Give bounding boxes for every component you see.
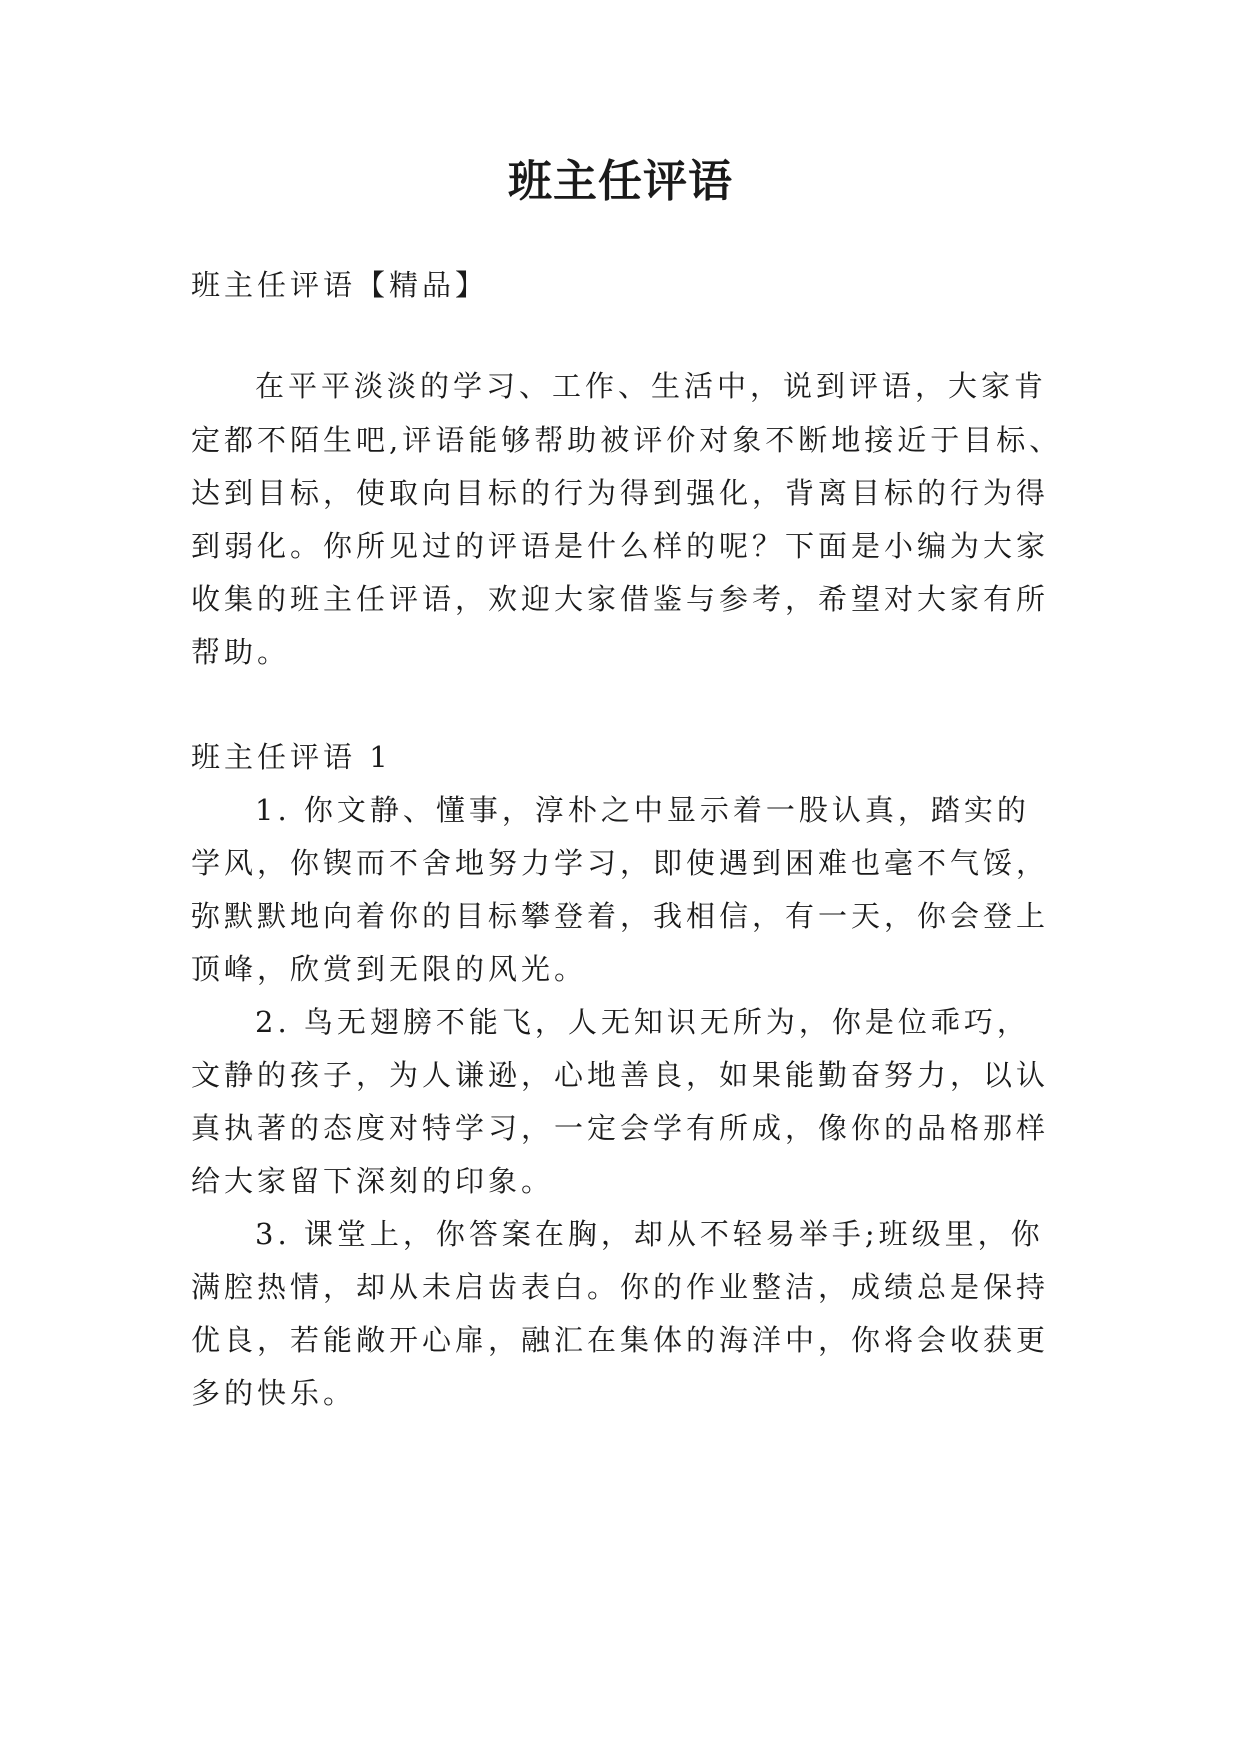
- intro-line-6: 帮助。: [191, 635, 291, 669]
- item3-line-2: 满腔热情，却从未启齿表白。你的作业整洁，成绩总是保持: [191, 1270, 1050, 1304]
- intro-line-4: 到弱化。你所见过的评语是什么样的呢？下面是小编为大家: [191, 529, 1050, 563]
- item2-line-1: 2. 鸟无翅膀不能飞，人无知识无所为，你是位乖巧，: [255, 1005, 1030, 1039]
- item1-line-2: 学风，你锲而不舍地努力学习，即使遇到困难也毫不气馁，: [191, 846, 1050, 880]
- item2-line-4: 给大家留下深刻的印象。: [191, 1164, 555, 1198]
- item2-line-3: 真执著的态度对特学习，一定会学有所成，像你的品格那样: [191, 1111, 1050, 1145]
- document-title: 班主任评语: [508, 156, 733, 207]
- item2-line-2: 文静的孩子，为人谦逊，心地善良，如果能勤奋努力，以认: [191, 1058, 1050, 1092]
- item1-line-1: 1. 你文静、懂事，淳朴之中显示着一股认真，踏实的: [255, 793, 1030, 827]
- item1-line-4: 顶峰，欣赏到无限的风光。: [191, 952, 588, 986]
- item3-line-1: 3. 课堂上，你答案在胸，却从不轻易举手;班级里，你: [255, 1217, 1044, 1251]
- intro-line-1: 在平平淡淡的学习、工作、生活中，说到评语，大家肯: [255, 369, 1048, 403]
- intro-line-2: 定都不陌生吧,评语能够帮助被评价对象不断地接近于目标、: [191, 423, 1063, 457]
- item3-line-3: 优良，若能敞开心扉，融汇在集体的海洋中，你将会收获更: [191, 1323, 1050, 1357]
- item1-line-3: 弥默默地向着你的目标攀登着，我相信，有一天，你会登上: [191, 899, 1050, 933]
- intro-line-5: 收集的班主任评语，欢迎大家借鉴与参考，希望对大家有所: [191, 582, 1050, 616]
- item3-line-4: 多的快乐。: [191, 1376, 357, 1410]
- intro-line-3: 达到目标，使取向目标的行为得到强化，背离目标的行为得: [191, 476, 1050, 510]
- document-subtitle: 班主任评语【精品】: [191, 268, 489, 302]
- section-heading: 班主任评语 1: [191, 740, 392, 774]
